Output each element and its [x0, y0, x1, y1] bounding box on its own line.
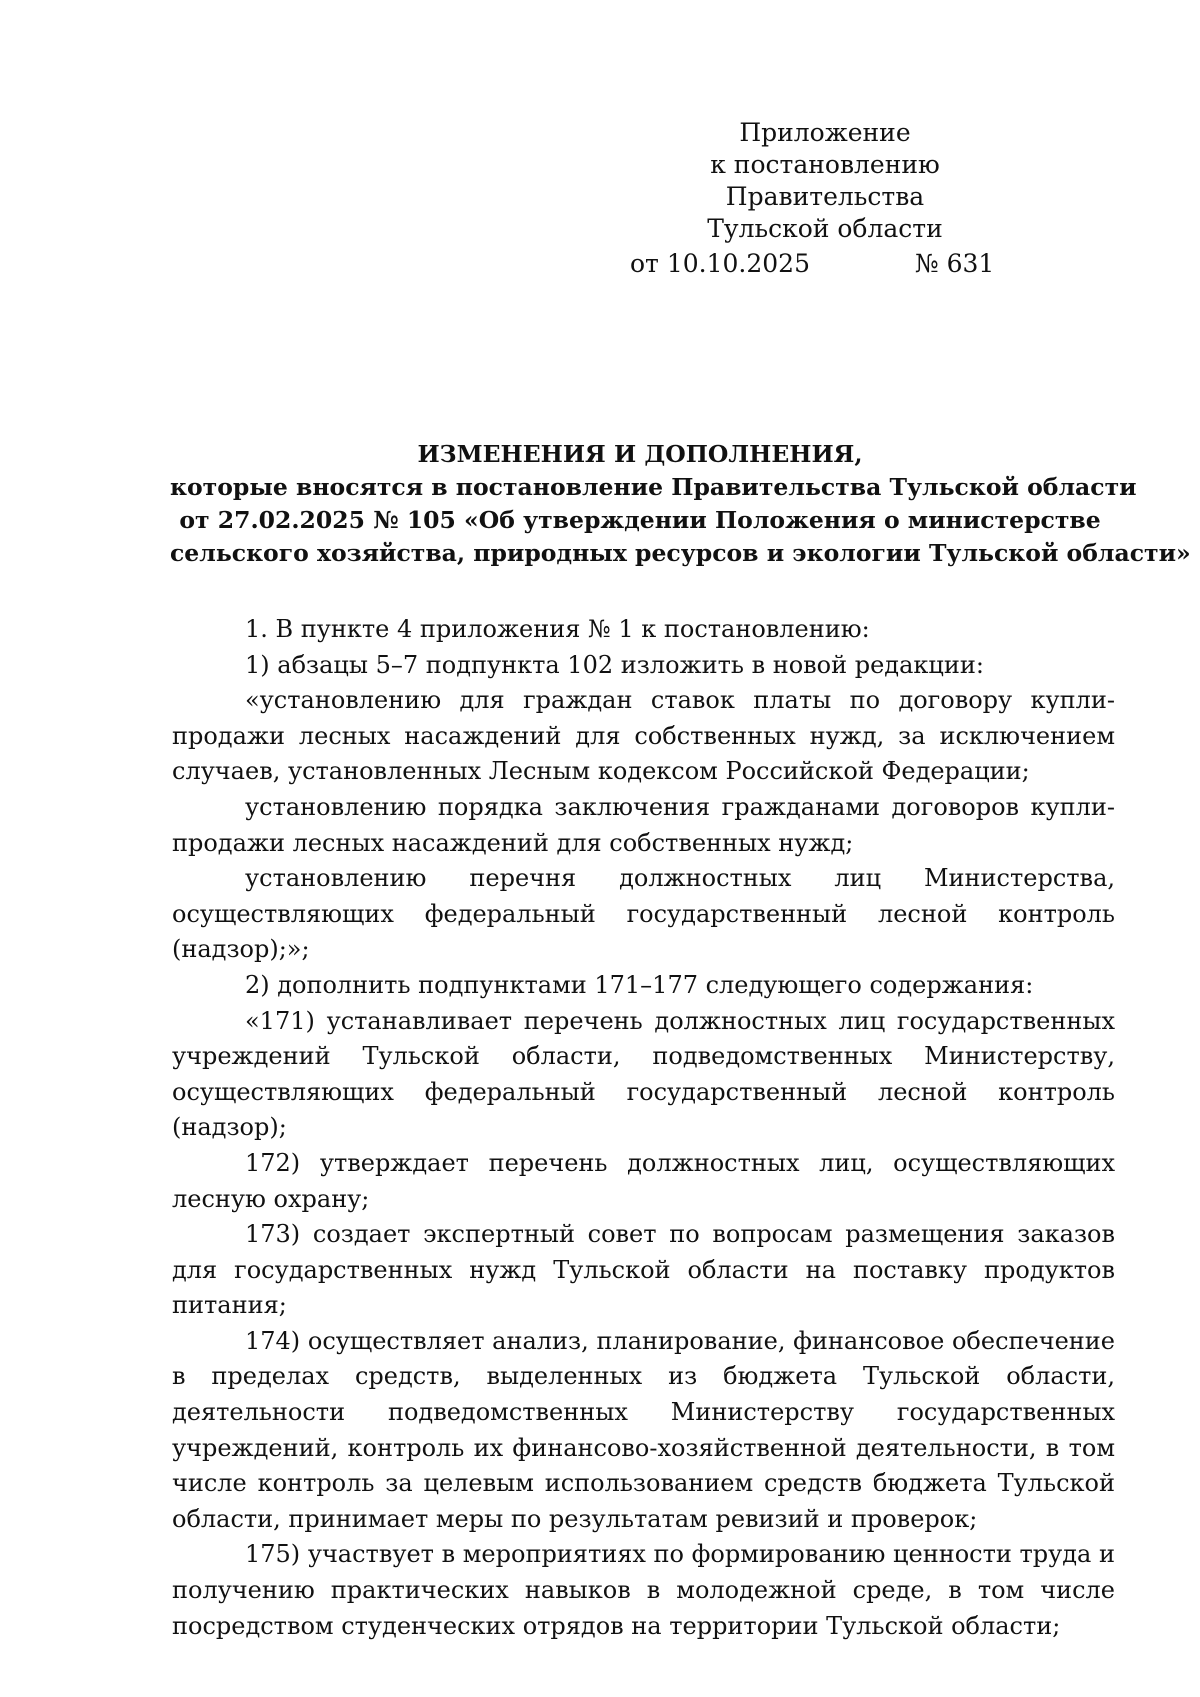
- paragraph-10: 174) осуществляет анализ, планирование, финансовое обеспечение в пределах средств, выделенных из бюджета Тульской области, деятельности подведомственных Министерству государственных учреждений, контроль их финансово-хозяйственной деятельности, в том числе контроль за целевым использованием средств бюджета Тульской области, принимает меры по результатам ревизий и проверок;: [172, 1326, 1115, 1533]
- paragraph-9: 173) создает экспертный совет по вопросам размещения заказов для государственных нужд Тульской области на поставку продуктов питания;: [172, 1220, 1115, 1320]
- heading-title: ИЗМЕНЕНИЯ И ДОПОЛНЕНИЯ,: [417, 440, 863, 468]
- paragraph-5: установлению перечня должностных лиц Министерства, осуществляющих федеральный государственный лесной контроль (надзор);»;: [172, 864, 1115, 964]
- heading-line-3: от 27.02.2025 № 105 «Об утверждении Положения о министерстве: [179, 506, 1101, 534]
- paragraph-2: 1) абзацы 5–7 подпункта 102 изложить в новой редакции:: [245, 650, 984, 679]
- approval-number: № 631: [915, 249, 995, 278]
- paragraph-1: 1. В пункте 4 приложения № 1 к постановлению:: [245, 615, 870, 643]
- approval-title: Приложение: [739, 118, 911, 147]
- document-body: [172, 612, 1115, 1644]
- paragraph-6: 2) дополнить подпунктами 171–177 следующего содержания:: [245, 970, 1034, 999]
- paragraph-8: 172) утверждает перечень должностных лиц, осуществляющих лесную охрану;: [172, 1148, 1115, 1213]
- approval-date: от 10.10.2025: [630, 249, 810, 278]
- paragraph-7: «171) устанавливает перечень должностных лиц государственных учреждений Тульской области, подведомственных Министерству, осуществляющих федеральный государственный лесной контроль (надзор);: [172, 1006, 1115, 1142]
- heading-line-2: которые вносятся в постановление Правительства Тульской области: [170, 473, 1137, 501]
- approval-date-line: [630, 248, 995, 280]
- paragraph-11: 175) участвует в мероприятиях по формированию ценности труда и получению практических навыков в молодежной среде, в том числе посредством студенческих отрядов на территории Тульской области;: [172, 1540, 1115, 1640]
- heading-line-4: сельского хозяйства, природных ресурсов и экологии Тульской области»: [170, 539, 1191, 567]
- approval-reference: к постановлению Правительства: [710, 150, 940, 211]
- paragraph-4: установлению порядка заключения гражданами договоров купли-продажи лесных насаждений для собственных нужд;: [172, 792, 1115, 857]
- document-heading: [170, 438, 1191, 570]
- approval-block: [610, 117, 1040, 245]
- approval-region: Тульской области: [707, 214, 943, 243]
- paragraph-3: «установлению для граждан ставок платы по договору купли-продажи лесных насаждений для собственных нужд, за исключением случаев, установленных Лесным кодексом Российской Федерации;: [172, 686, 1115, 786]
